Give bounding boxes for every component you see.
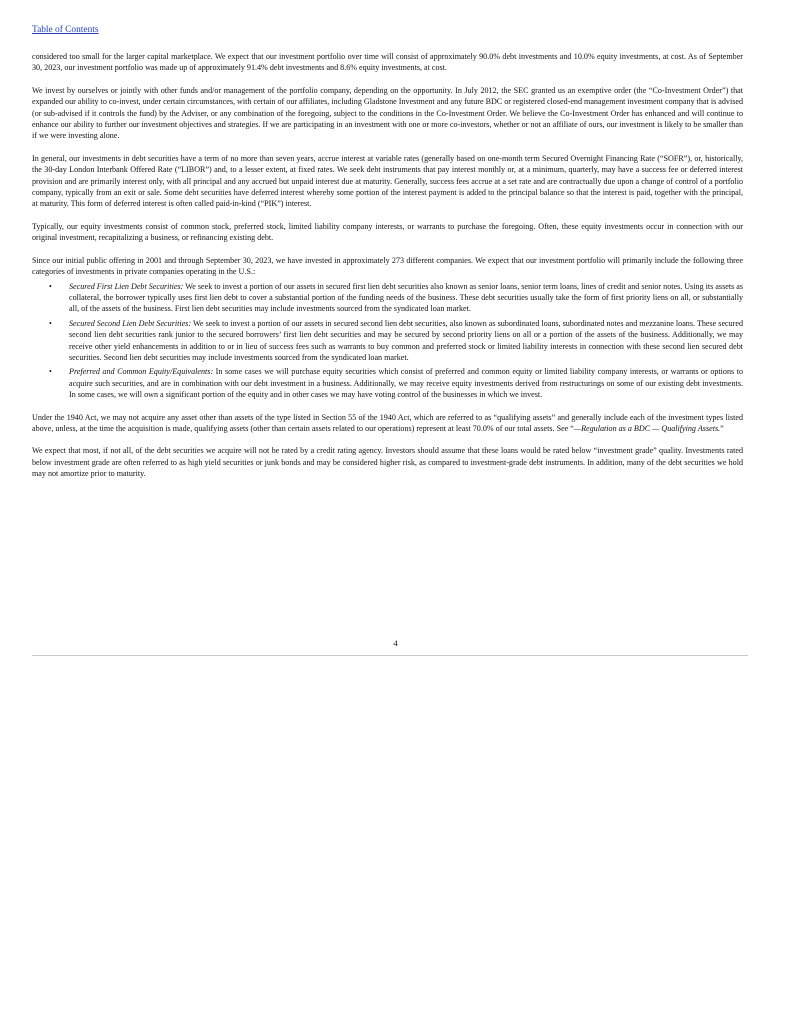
paragraph-equity-investments: Typically, our equity investments consist of common stock, preferred stock, limited liability company interests, or warrants to purchase the foregoing. Often, these equity investments occur in connection with our original investment, recapitalizing a business, or refinancing existing debt. xyxy=(32,221,743,243)
list-item-term: Secured Second Lien Debt Securities: xyxy=(69,318,192,328)
table-of-contents-link[interactable]: Table of Contents xyxy=(32,25,99,35)
list-item-text: In some cases we will purchase equity securities which consist of preferred and common equity or limited liability company interests, or warrants or options to acquire such securities, and are in combination with our debt investment in a business. Additionally, we may receive equity investments derived from restructurings on some of our existing debt investments. In some cases, we will own a significant portion of the equity and in other cases we may have voting control of the businesses in which we invest. xyxy=(69,367,743,400)
paragraph-portfolio-mix: considered too small for the larger capital marketplace. We expect that our investment portfolio over time will consist of approximately 90.0% debt investments and 10.0% equity investments, at cost. As of September 30, 2023, our investment portfolio was made up of approximately 91.4% debt investments and 8.6% equity investments, at cost. xyxy=(32,52,743,73)
list-item-term: Preferred and Common Equity/Equivalents: xyxy=(69,367,214,377)
qualifying-assets-reference: —Regulation as a BDC — Qualifying Assets. xyxy=(573,423,721,433)
qualifying-assets-closing-quote: ” xyxy=(720,423,724,433)
list-item xyxy=(32,318,743,364)
list-item-term: Secured First Lien Debt Securities: xyxy=(69,281,184,291)
list-item xyxy=(32,366,743,400)
investment-category-list xyxy=(32,281,743,401)
bullet-marker: • xyxy=(49,281,52,291)
qualifying-assets-text: Under the 1940 Act, we may not acquire any asset other than assets of the type listed in Section 55 of the 1940 Act, which are referred to as “qualifying assets” and generally include each of the investment types listed above, unless, at the time the acquisition is made, qualifying assets (other than certain assets related to our operations) represent at least 70.0% of our total assets. See “ xyxy=(32,412,743,433)
list-item xyxy=(32,281,743,315)
page-body xyxy=(32,51,743,480)
footer-divider xyxy=(32,655,748,656)
paragraph-credit-rating: We expect that most, if not all, of the debt securities we acquire will not be rated by a credit rating agency. Investors should assume that these loans would be rated below “investment grade” quality. Investments rated below investment grade are often referred to as high yield securities or junk bonds and may be considered higher risk, as compared to investment-grade debt instruments. In addition, many of the debt securities we hold may not amortize prior to maturity. xyxy=(32,446,743,479)
bullet-marker: • xyxy=(49,367,52,377)
list-item-text: We seek to invest a portion of our assets in secured first lien debt securities also known as senior loans, senior term loans, lines of credit and senior notes. Using its assets as collateral, the borrower typically uses first lien debt to cover a substantial portion of the funding needs of the business. These debt securities usually take the form of first priority liens on all, or substantially all, of the assets of the business. First lien debt securities may include investments sourced from the syndicated loan market. xyxy=(69,281,743,314)
bullet-marker: • xyxy=(49,318,52,328)
paragraph-qualifying-assets xyxy=(32,412,743,435)
paragraph-debt-securities: In general, our investments in debt securities have a term of no more than seven years, accrue interest at variable rates (generally based on one-month term Secured Overnight Financing Rate (“SOFR”), or, historically, the 30-day London Interbank Offered Rate (“LIBOR”) and, to a lesser extent, at fixed rates. We seek debt instruments that pay interest monthly or, at a minimum, quarterly, may have a success fee or deferred interest provision and are primarily interest only, with all principal and any accrued but unpaid interest due at maturity. Generally, success fees accrue at a set rate and are contractually due upon a change of control of a portfolio company, typically from an exit or sale. Some debt securities have deferred interest whereby some portion of the interest payment is added to the principal balance so that the interest is paid, together with the principal, at maturity. This form of deferred interest is often called paid-in-kind (“PIK”) interest. xyxy=(32,153,743,209)
paragraph-co-investment: We invest by ourselves or jointly with other funds and/or management of the portfolio company, depending on the opportunity. In July 2012, the SEC granted us an exemptive order (the “Co-Investment Order”) that expanded our ability to co-invest, under certain circumstances, with certain of our affiliates, including Gladstone Investment and any future BDC or registered closed-end management investment company that is advised (or sub-advised if it controls the fund) by the Adviser, or any combination of the foregoing, subject to the conditions in the Co-Investment Order. We believe the Co-Investment Order has enhanced and will continue to enhance our ability to further our investment objectives and strategies. If we are participating in an investment with one or more co-investors, whether or not an affiliate of ours, our investment is likely to be smaller than if we were investing alone. xyxy=(32,85,743,141)
list-item-text: We seek to invest a portion of our assets in secured second lien debt securities, also known as subordinated loans, subordinated notes and mezzanine loans. These secured second lien debt securities rank junior to the secured borrowers’ first lien debt securities and may be secured by second priority liens on all or a portion of the assets of the business. Additionally, we may receive other yield enhancements in addition to or in lieu of success fees such as warrants to buy common and preferred stock or limited liability interests in connection with these second lien secured debt securities. Second lien debt securities may include investments sourced from the syndicated loan market. xyxy=(69,318,744,362)
paragraph-investment-categories: Since our initial public offering in 2001 and through September 30, 2023, we have invested in approximately 273 different companies. We expect that our investment portfolio will primarily include the following three categories of investments in private companies operating in the U.S.: xyxy=(32,255,743,277)
page-number: 4 xyxy=(393,638,398,648)
